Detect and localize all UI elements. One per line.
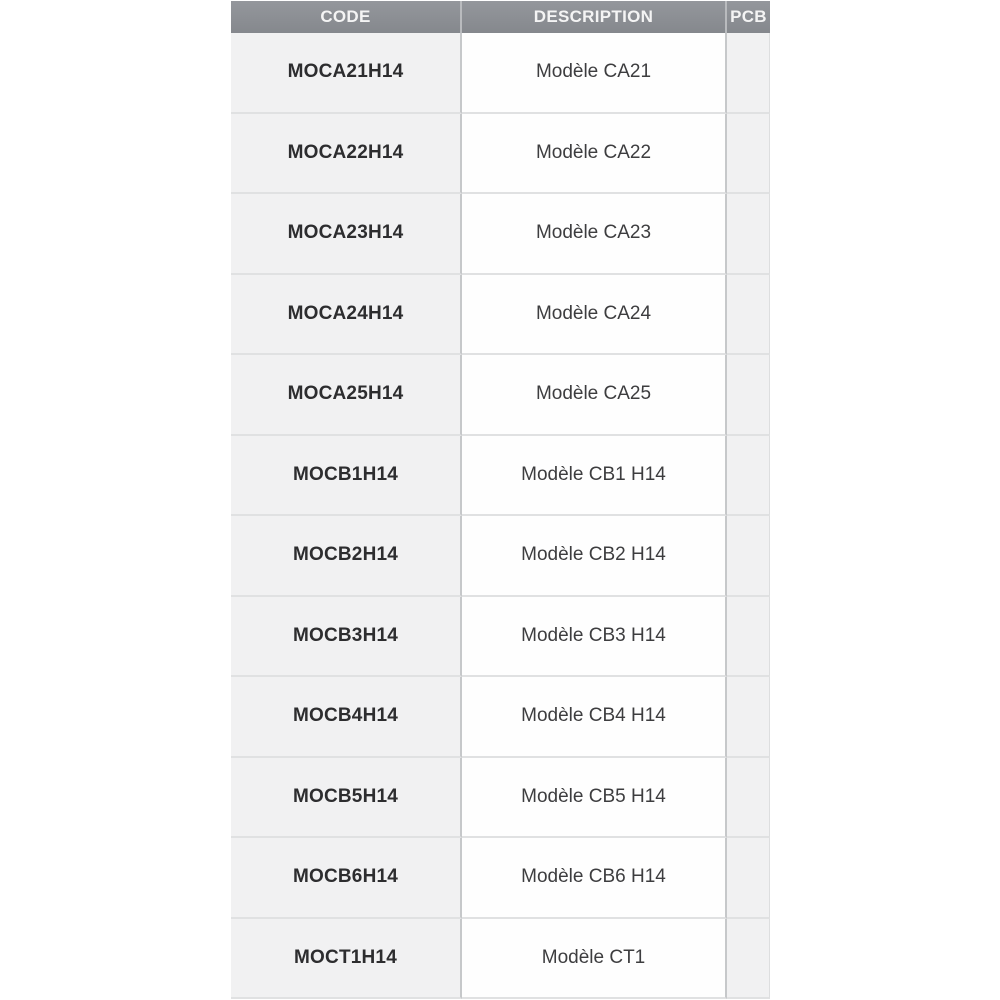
table-row <box>231 838 770 919</box>
pcb-cell <box>727 355 770 436</box>
pcb-cell <box>727 516 770 597</box>
description-cell: Modèle CA22 <box>462 114 727 195</box>
description-cell: Modèle CT1 <box>462 919 727 1000</box>
table-row <box>231 33 770 114</box>
code-cell: MOCA25H14 <box>231 355 462 436</box>
description-cell: Modèle CA24 <box>462 275 727 356</box>
description-cell: Modèle CB1 H14 <box>462 436 727 517</box>
table-row <box>231 355 770 436</box>
table-row <box>231 758 770 839</box>
pcb-cell <box>727 597 770 678</box>
description-cell: Modèle CA25 <box>462 355 727 436</box>
pcb-cell <box>727 33 770 114</box>
pcb-cell <box>727 114 770 195</box>
table-row <box>231 516 770 597</box>
product-code-table <box>231 1 770 999</box>
description-cell: Modèle CB3 H14 <box>462 597 727 678</box>
pcb-cell <box>727 194 770 275</box>
description-cell: Modèle CA23 <box>462 194 727 275</box>
column-header-description: DESCRIPTION <box>462 1 727 33</box>
code-cell: MOCB4H14 <box>231 677 462 758</box>
table-row <box>231 194 770 275</box>
table-row <box>231 919 770 1000</box>
pcb-cell <box>727 436 770 517</box>
code-cell: MOCB2H14 <box>231 516 462 597</box>
pcb-cell <box>727 275 770 356</box>
pcb-cell <box>727 919 770 1000</box>
table-header-row <box>231 1 770 33</box>
code-cell: MOCB6H14 <box>231 838 462 919</box>
column-header-pcb: PCB <box>730 7 767 26</box>
pcb-cell <box>727 758 770 839</box>
description-cell: Modèle CB6 H14 <box>462 838 727 919</box>
code-cell: MOCB3H14 <box>231 597 462 678</box>
description-cell: Modèle CB4 H14 <box>462 677 727 758</box>
code-cell: MOCA22H14 <box>231 114 462 195</box>
description-cell: Modèle CB5 H14 <box>462 758 727 839</box>
code-cell: MOCA24H14 <box>231 275 462 356</box>
table-row <box>231 597 770 678</box>
table-row <box>231 677 770 758</box>
code-cell: MOCA21H14 <box>231 33 462 114</box>
table-row <box>231 275 770 356</box>
code-cell: MOCB5H14 <box>231 758 462 839</box>
pcb-cell <box>727 677 770 758</box>
table-row <box>231 436 770 517</box>
description-cell: Modèle CB2 H14 <box>462 516 727 597</box>
pcb-cell <box>727 838 770 919</box>
table-row <box>231 114 770 195</box>
code-cell: MOCA23H14 <box>231 194 462 275</box>
column-header-code: CODE <box>231 1 462 33</box>
description-cell: Modèle CA21 <box>462 33 727 114</box>
code-cell: MOCT1H14 <box>231 919 462 1000</box>
code-cell: MOCB1H14 <box>231 436 462 517</box>
